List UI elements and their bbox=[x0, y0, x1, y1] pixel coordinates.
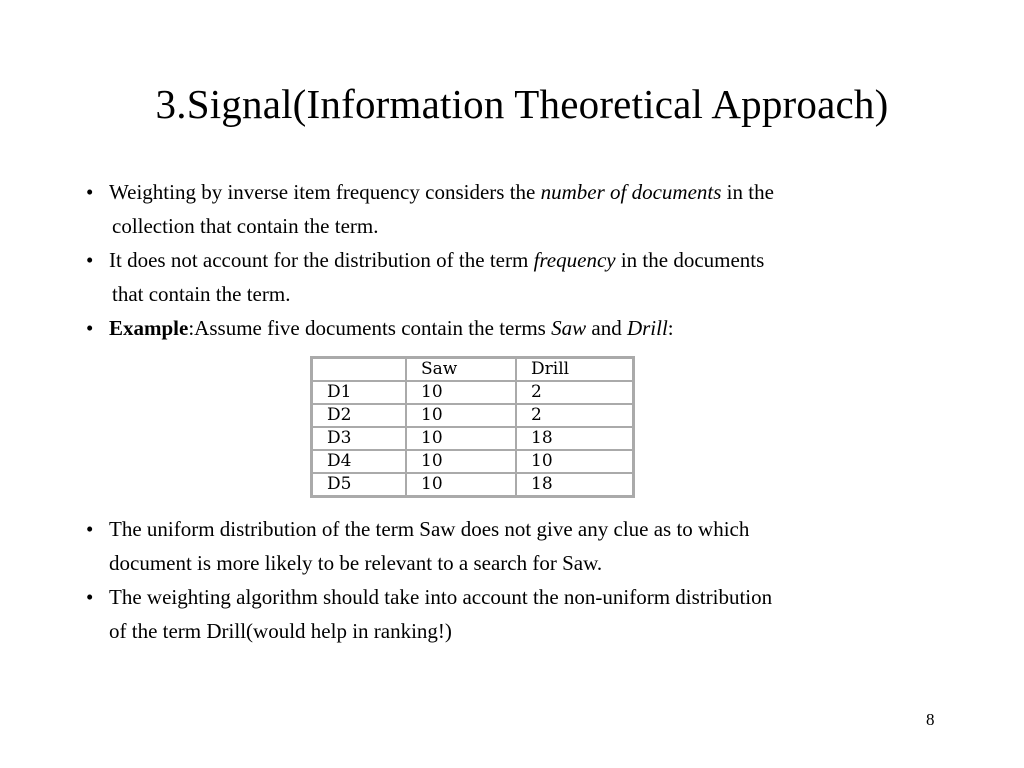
table-header-cell: Saw bbox=[406, 358, 516, 381]
table-cell: 10 bbox=[406, 450, 516, 473]
bullet-dot: • bbox=[86, 316, 94, 340]
bullet-item-5 bbox=[86, 580, 986, 648]
bullet-3-italic-drill: Drill bbox=[626, 316, 668, 340]
bullet-item-2 bbox=[86, 243, 986, 311]
table-header-cell: Drill bbox=[516, 358, 633, 381]
table-cell: 18 bbox=[516, 427, 633, 450]
slide-title bbox=[0, 78, 1024, 130]
bullet-dot: • bbox=[86, 585, 94, 609]
table-row bbox=[312, 450, 633, 473]
bullet-1-continuation: collection that contain the term. bbox=[112, 214, 379, 238]
bullet-1-text: Weighting by inverse item frequency considers the bbox=[109, 180, 541, 204]
bullet-1-italic: number of documents bbox=[540, 180, 722, 204]
term-frequency-table bbox=[311, 357, 634, 497]
bullet-4-line1: The uniform distribution of the term Saw does not give any clue as to which bbox=[109, 517, 750, 541]
bullet-list-lower bbox=[86, 512, 986, 648]
table-row bbox=[312, 381, 633, 404]
table-cell: 10 bbox=[406, 404, 516, 427]
table-cell: 18 bbox=[516, 473, 633, 496]
table-cell: 10 bbox=[406, 473, 516, 496]
bullet-dot: • bbox=[86, 248, 94, 272]
table-row bbox=[312, 427, 633, 450]
table-cell: D1 bbox=[312, 381, 406, 404]
table-cell: 2 bbox=[516, 404, 633, 427]
bullet-5-line1: The weighting algorithm should take into account the non-uniform distribution bbox=[109, 585, 773, 609]
table-cell: 10 bbox=[516, 450, 633, 473]
bullet-item-4 bbox=[86, 512, 986, 580]
bullet-list-upper bbox=[86, 175, 986, 345]
table-cell: D2 bbox=[312, 404, 406, 427]
table-row bbox=[312, 473, 633, 496]
slide-title-text: 3.Signal(Information Theoretical Approach) bbox=[155, 81, 889, 127]
bullet-item-3 bbox=[86, 311, 986, 345]
bullet-2-continuation: that contain the term. bbox=[112, 282, 291, 306]
table-header-cell bbox=[312, 358, 406, 381]
bullet-3-mid: :Assume five documents contain the terms bbox=[188, 316, 552, 340]
table-cell: D5 bbox=[312, 473, 406, 496]
bullet-3-and: and bbox=[586, 316, 627, 340]
bullet-3-bold: Example bbox=[109, 316, 189, 340]
bullet-4-line2: document is more likely to be relevant to a search for Saw. bbox=[109, 551, 603, 575]
bullet-3-italic-saw: Saw bbox=[551, 316, 587, 340]
bullet-item-1 bbox=[86, 175, 986, 243]
table-cell: 10 bbox=[406, 381, 516, 404]
table-cell: D3 bbox=[312, 427, 406, 450]
table-header-row bbox=[312, 358, 633, 381]
bullet-2-text: It does not account for the distribution of the term bbox=[109, 248, 534, 272]
bullet-3-end: : bbox=[667, 316, 674, 340]
table-row bbox=[312, 404, 633, 427]
bullet-2-italic: frequency bbox=[533, 248, 616, 272]
bullet-dot: • bbox=[86, 180, 94, 204]
page-number: 8 bbox=[926, 710, 935, 729]
bullet-5-line2: of the term Drill(would help in ranking!) bbox=[109, 619, 452, 643]
table-cell: 10 bbox=[406, 427, 516, 450]
bullet-dot: • bbox=[86, 517, 94, 541]
table-cell: 2 bbox=[516, 381, 633, 404]
table-cell: D4 bbox=[312, 450, 406, 473]
bullet-1-after: in the bbox=[721, 180, 774, 204]
bullet-2-after: in the documents bbox=[615, 248, 765, 272]
